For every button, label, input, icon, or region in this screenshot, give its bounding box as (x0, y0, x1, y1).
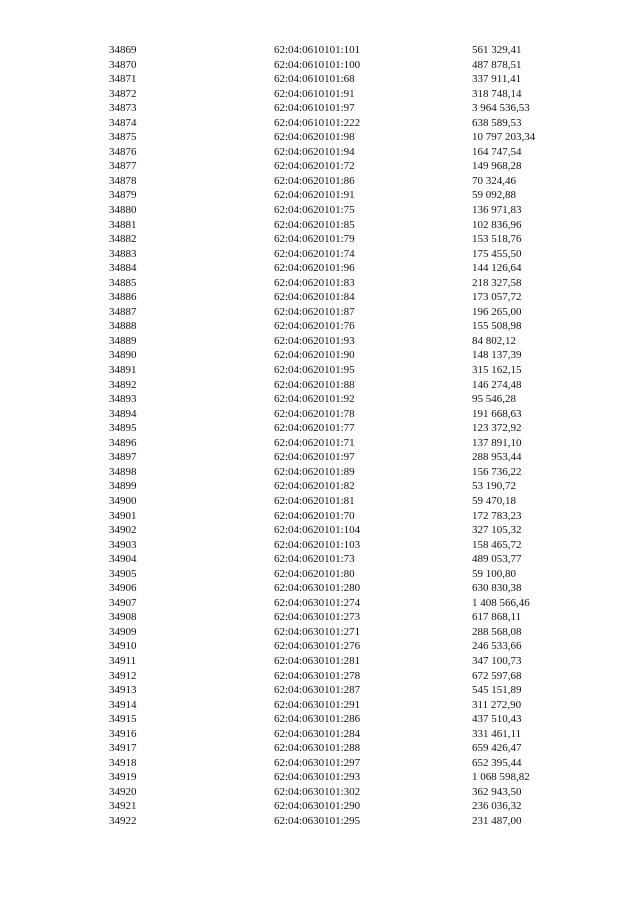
row-number: 34884 (109, 262, 137, 275)
cadastral-value: 545 151,89 (472, 684, 522, 697)
cadastral-number: 62:04:0630101:297 (274, 756, 361, 769)
table-row (0, 319, 640, 334)
cadastral-value: 1 408 566,46 (472, 596, 530, 609)
row-number: 34908 (109, 611, 137, 624)
cadastral-value: 59 470,18 (472, 494, 516, 507)
row-number: 34921 (109, 800, 137, 813)
cadastral-number: 62:04:0620101:96 (274, 262, 355, 275)
cadastral-value: 331 461,11 (472, 727, 522, 740)
cadastral-value: 148 137,39 (472, 349, 522, 362)
row-number: 34920 (109, 785, 137, 798)
cadastral-value: 172 783,23 (472, 509, 522, 522)
cadastral-value: 173 057,72 (472, 291, 522, 304)
table-row (0, 218, 640, 233)
cadastral-number: 62:04:0630101:278 (274, 669, 361, 682)
table-row (0, 581, 640, 596)
cadastral-number: 62:04:0610101:68 (274, 73, 355, 86)
cadastral-number: 62:04:0610101:100 (274, 58, 361, 71)
cadastral-number: 62:04:0620101:82 (274, 480, 355, 493)
cadastral-number: 62:04:0610101:222 (274, 116, 361, 129)
row-number: 34901 (109, 509, 137, 522)
cadastral-number: 62:04:0620101:90 (274, 349, 355, 362)
cadastral-value: 191 668,63 (472, 407, 522, 420)
cadastral-number: 62:04:0610101:91 (274, 87, 355, 100)
row-number: 34914 (109, 698, 137, 711)
cadastral-number: 62:04:0630101:302 (274, 785, 361, 798)
row-number: 34890 (109, 349, 137, 362)
table-row (0, 101, 640, 116)
cadastral-number: 62:04:0620101:83 (274, 276, 355, 289)
table-row (0, 188, 640, 203)
table-row (0, 596, 640, 611)
cadastral-number: 62:04:0620101:98 (274, 131, 355, 144)
cadastral-value: 164 747,54 (472, 145, 522, 158)
table-row (0, 756, 640, 771)
table-row (0, 509, 640, 524)
table-row (0, 334, 640, 349)
row-number: 34907 (109, 596, 137, 609)
cadastral-number: 62:04:0630101:287 (274, 684, 361, 697)
row-number: 34894 (109, 407, 137, 420)
table-row (0, 712, 640, 727)
cadastral-value: 95 546,28 (472, 393, 516, 406)
cadastral-value: 318 748,14 (472, 87, 522, 100)
row-number: 34893 (109, 393, 137, 406)
cadastral-value: 561 329,41 (472, 44, 522, 56)
cadastral-number: 62:04:0610101:97 (274, 102, 355, 115)
cadastral-number: 62:04:0620101:71 (274, 436, 355, 449)
cadastral-value: 638 589,53 (472, 116, 522, 129)
cadastral-value: 158 465,72 (472, 538, 522, 551)
cadastral-value: 288 953,44 (472, 451, 522, 464)
cadastral-value: 59 100,80 (472, 567, 516, 580)
table-row (0, 276, 640, 291)
row-number: 34891 (109, 364, 137, 377)
table-row (0, 669, 640, 684)
row-number: 34874 (109, 116, 137, 129)
row-number: 34875 (109, 131, 137, 144)
cadastral-number: 62:04:0620101:97 (274, 451, 355, 464)
cadastral-value: 53 190,72 (472, 480, 516, 493)
cadastral-number: 62:04:0630101:274 (274, 596, 361, 609)
table-row (0, 363, 640, 378)
cadastral-value: 146 274,48 (472, 378, 522, 391)
cadastral-number: 62:04:0620101:103 (274, 538, 361, 551)
cadastral-value: 617 868,11 (472, 611, 522, 624)
cadastral-value: 315 162,15 (472, 364, 522, 377)
cadastral-value: 347 100,73 (472, 654, 522, 667)
row-number: 34898 (109, 465, 137, 478)
cadastral-value: 153 518,76 (472, 233, 522, 246)
row-number: 34871 (109, 73, 137, 86)
row-number: 34905 (109, 567, 137, 580)
table-row (0, 348, 640, 363)
cadastral-value: 630 830,38 (472, 582, 522, 595)
cadastral-number: 62:04:0630101:295 (274, 814, 361, 827)
row-number: 34912 (109, 669, 137, 682)
row-number: 34885 (109, 276, 137, 289)
cadastral-number: 62:04:0630101:291 (274, 698, 361, 711)
cadastral-value: 327 105,32 (472, 524, 522, 537)
cadastral-number: 62:04:0630101:273 (274, 611, 361, 624)
row-number: 34913 (109, 684, 137, 697)
table-row (0, 538, 640, 553)
table-row (0, 741, 640, 756)
cadastral-value: 337 911,41 (472, 73, 522, 86)
table-row (0, 116, 640, 131)
row-number: 34886 (109, 291, 137, 304)
row-number: 34872 (109, 87, 137, 100)
cadastral-value: 487 878,51 (472, 58, 522, 71)
cadastral-number: 62:04:0630101:290 (274, 800, 361, 813)
table-row (0, 392, 640, 407)
table-row (0, 770, 640, 785)
cadastral-number: 62:04:0620101:76 (274, 320, 355, 333)
row-number: 34878 (109, 174, 137, 187)
cadastral-value-table (0, 43, 640, 829)
row-number: 34904 (109, 553, 137, 566)
cadastral-value: 149 968,28 (472, 160, 522, 173)
cadastral-number: 62:04:0620101:70 (274, 509, 355, 522)
row-number: 34919 (109, 771, 137, 784)
table-row (0, 654, 640, 669)
row-number: 34880 (109, 204, 137, 217)
table-row (0, 145, 640, 160)
cadastral-value: 196 265,00 (472, 305, 522, 318)
table-row (0, 523, 640, 538)
row-number: 34869 (109, 44, 137, 56)
row-number: 34922 (109, 814, 137, 827)
row-number: 34873 (109, 102, 137, 115)
table-row (0, 450, 640, 465)
cadastral-value: 288 568,08 (472, 625, 522, 638)
cadastral-number: 62:04:0620101:94 (274, 145, 355, 158)
table-row (0, 799, 640, 814)
table-row (0, 639, 640, 654)
cadastral-value: 123 372,92 (472, 422, 522, 435)
row-number: 34915 (109, 713, 137, 726)
row-number: 34876 (109, 145, 137, 158)
table-row (0, 567, 640, 582)
cadastral-value: 136 971,83 (472, 204, 522, 217)
cadastral-number: 62:04:0630101:286 (274, 713, 361, 726)
cadastral-number: 62:04:0620101:87 (274, 305, 355, 318)
cadastral-number: 62:04:0620101:86 (274, 174, 355, 187)
cadastral-number: 62:04:0630101:281 (274, 654, 361, 667)
cadastral-value: 84 802,12 (472, 334, 516, 347)
row-number: 34881 (109, 218, 137, 231)
cadastral-number: 62:04:0620101:74 (274, 247, 355, 260)
cadastral-value: 437 510,43 (472, 713, 522, 726)
cadastral-number: 62:04:0620101:89 (274, 465, 355, 478)
cadastral-number: 62:04:0630101:276 (274, 640, 361, 653)
cadastral-value: 362 943,50 (472, 785, 522, 798)
cadastral-value: 246 533,66 (472, 640, 522, 653)
row-number: 34903 (109, 538, 137, 551)
cadastral-value: 652 395,44 (472, 756, 522, 769)
table-row (0, 552, 640, 567)
cadastral-value: 489 053,77 (472, 553, 522, 566)
cadastral-number: 62:04:0620101:92 (274, 393, 355, 406)
cadastral-value: 672 597,68 (472, 669, 522, 682)
row-number: 34870 (109, 58, 137, 71)
cadastral-value: 144 126,64 (472, 262, 522, 275)
cadastral-number: 62:04:0620101:91 (274, 189, 355, 202)
row-number: 34910 (109, 640, 137, 653)
table-row (0, 727, 640, 742)
row-number: 34879 (109, 189, 137, 202)
cadastral-number: 62:04:0630101:288 (274, 742, 361, 755)
cadastral-value: 218 327,58 (472, 276, 522, 289)
cadastral-value: 175 455,50 (472, 247, 522, 260)
table-row (0, 58, 640, 73)
cadastral-number: 62:04:0620101:75 (274, 204, 355, 217)
cadastral-number: 62:04:0620101:78 (274, 407, 355, 420)
row-number: 34889 (109, 334, 137, 347)
cadastral-number: 62:04:0620101:81 (274, 494, 355, 507)
table-row (0, 625, 640, 640)
row-number: 34895 (109, 422, 137, 435)
row-number: 34899 (109, 480, 137, 493)
table-row (0, 465, 640, 480)
row-number: 34900 (109, 494, 137, 507)
row-number: 34916 (109, 727, 137, 740)
table-row (0, 232, 640, 247)
cadastral-number: 62:04:0620101:104 (274, 524, 361, 537)
cadastral-number: 62:04:0620101:72 (274, 160, 355, 173)
table-row (0, 72, 640, 87)
cadastral-number: 62:04:0620101:95 (274, 364, 355, 377)
cadastral-value: 156 736,22 (472, 465, 522, 478)
table-row (0, 290, 640, 305)
cadastral-number: 62:04:0620101:77 (274, 422, 355, 435)
table-row (0, 174, 640, 189)
table-row (0, 494, 640, 509)
cadastral-number: 62:04:0620101:73 (274, 553, 355, 566)
row-number: 34902 (109, 524, 137, 537)
table-row (0, 203, 640, 218)
table-row (0, 785, 640, 800)
table-row (0, 378, 640, 393)
cadastral-number: 62:04:0630101:280 (274, 582, 361, 595)
row-number: 34877 (109, 160, 137, 173)
table-row (0, 247, 640, 262)
table-row (0, 130, 640, 145)
cadastral-number: 62:04:0610101:101 (274, 44, 361, 56)
cadastral-value: 236 036,32 (472, 800, 522, 813)
cadastral-value: 1 068 598,82 (472, 771, 530, 784)
row-number: 34917 (109, 742, 137, 755)
cadastral-value: 231 487,00 (472, 814, 522, 827)
table-row (0, 610, 640, 625)
cadastral-value: 311 272,90 (472, 698, 522, 711)
cadastral-number: 62:04:0620101:85 (274, 218, 355, 231)
table-row (0, 305, 640, 320)
row-number: 34896 (109, 436, 137, 449)
row-number: 34892 (109, 378, 137, 391)
table-row (0, 421, 640, 436)
row-number: 34882 (109, 233, 137, 246)
cadastral-value: 155 508,98 (472, 320, 522, 333)
table-row (0, 159, 640, 174)
cadastral-value: 59 092,88 (472, 189, 516, 202)
row-number: 34909 (109, 625, 137, 638)
cadastral-value: 70 324,46 (472, 174, 516, 187)
table-row (0, 436, 640, 451)
table-row (0, 814, 640, 829)
cadastral-number: 62:04:0620101:80 (274, 567, 355, 580)
cadastral-number: 62:04:0630101:284 (274, 727, 361, 740)
cadastral-number: 62:04:0620101:84 (274, 291, 355, 304)
cadastral-number: 62:04:0620101:88 (274, 378, 355, 391)
table-row (0, 698, 640, 713)
table-row (0, 43, 640, 58)
row-number: 34911 (109, 654, 137, 667)
table-row (0, 261, 640, 276)
row-number: 34906 (109, 582, 137, 595)
cadastral-value: 10 797 203,34 (472, 131, 536, 144)
cadastral-value: 102 836,96 (472, 218, 522, 231)
row-number: 34883 (109, 247, 137, 260)
table-row (0, 87, 640, 102)
row-number: 34888 (109, 320, 137, 333)
row-number: 34887 (109, 305, 137, 318)
cadastral-value: 3 964 536,53 (472, 102, 530, 115)
row-number: 34918 (109, 756, 137, 769)
cadastral-number: 62:04:0620101:79 (274, 233, 355, 246)
cadastral-number: 62:04:0630101:271 (274, 625, 361, 638)
cadastral-number: 62:04:0630101:293 (274, 771, 361, 784)
cadastral-number: 62:04:0620101:93 (274, 334, 355, 347)
table-row (0, 407, 640, 422)
table-row (0, 479, 640, 494)
row-number: 34897 (109, 451, 137, 464)
table-row (0, 683, 640, 698)
cadastral-value: 659 426,47 (472, 742, 522, 755)
cadastral-value: 137 891,10 (472, 436, 522, 449)
